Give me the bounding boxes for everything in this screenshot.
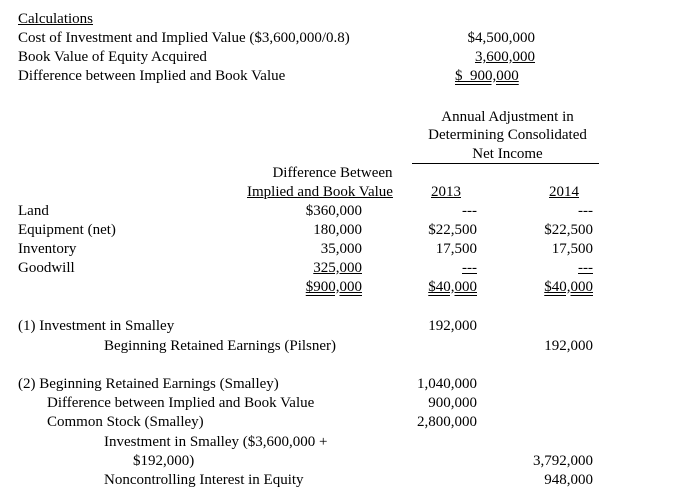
calc-value-difference: $ 900,000	[455, 68, 519, 84]
entry2-credit-value-investment: 3,792,000	[533, 453, 593, 469]
alloc-diff-land: $360,000	[305, 203, 362, 219]
calc-label-book: Book Value of Equity Acquired	[18, 49, 207, 65]
year-2014-header: 2014	[549, 184, 579, 200]
alloc-total-2014: $40,000	[544, 279, 593, 295]
alloc-diff-inventory: 35,000	[320, 241, 362, 257]
entry2-credit-value-noncontrolling: 948,000	[544, 472, 593, 488]
entry2-debit-value-common-stock: 2,800,000	[417, 414, 477, 430]
annual-header-line2: Determining Consolidated	[428, 127, 587, 143]
alloc-2013-equipment: $22,500	[428, 222, 477, 238]
entry2-credit-label-noncontrolling: Noncontrolling Interest in Equity	[104, 472, 304, 488]
calc-value-book: 3,600,000	[475, 49, 535, 65]
entry2-debit-value-retained: 1,040,000	[417, 376, 477, 392]
alloc-diff-goodwill: 325,000	[313, 260, 362, 276]
alloc-2013-land: ---	[462, 203, 477, 219]
diff-header-line1: Difference Between	[272, 165, 393, 181]
entry1-credit-label: Beginning Retained Earnings (Pilsner)	[104, 338, 337, 354]
entry2-debit-label-common-stock: Common Stock (Smalley)	[47, 414, 204, 430]
alloc-2014-land: ---	[578, 203, 593, 219]
annual-header-rule	[412, 163, 599, 164]
alloc-total-diff: $900,000	[305, 279, 362, 295]
annual-header-line1: Annual Adjustment in	[441, 109, 574, 125]
entry2-debit-label-difference: Difference between Implied and Book Value	[47, 395, 315, 411]
entry2-debit-label-retained: (2) Beginning Retained Earnings (Smalley)	[18, 376, 279, 392]
entry1-debit-value: 192,000	[428, 318, 477, 334]
diff-header-line2: Implied and Book Value	[247, 184, 393, 200]
alloc-label-land: Land	[18, 203, 49, 219]
alloc-label-inventory: Inventory	[18, 241, 77, 257]
entry1-credit-value: 192,000	[544, 338, 593, 354]
alloc-2014-equipment: $22,500	[544, 222, 593, 238]
annual-header-line3: Net Income	[472, 146, 543, 162]
calculations-heading: Calculations	[18, 11, 93, 27]
entry2-credit-label-investment-line1: Investment in Smalley ($3,600,000 +	[104, 434, 328, 450]
calc-label-cost: Cost of Investment and Implied Value ($3,600,000/0.8)	[18, 30, 350, 46]
entry2-debit-value-difference: 900,000	[428, 395, 477, 411]
alloc-2013-goodwill: ---	[462, 260, 477, 276]
alloc-total-2013: $40,000	[428, 279, 477, 295]
alloc-diff-equipment: 180,000	[313, 222, 362, 238]
year-2013-header: 2013	[431, 184, 461, 200]
alloc-2013-inventory: 17,500	[435, 241, 477, 257]
alloc-label-equipment: Equipment (net)	[18, 222, 116, 238]
alloc-label-goodwill: Goodwill	[18, 260, 75, 276]
entry2-credit-label-investment-line2: $192,000)	[133, 453, 195, 469]
entry1-debit-label: (1) Investment in Smalley	[18, 318, 175, 334]
alloc-2014-goodwill: ---	[578, 260, 593, 276]
calc-value-cost: $4,500,000	[467, 30, 535, 46]
alloc-2014-inventory: 17,500	[551, 241, 593, 257]
calc-label-difference: Difference between Implied and Book Value	[18, 68, 286, 84]
